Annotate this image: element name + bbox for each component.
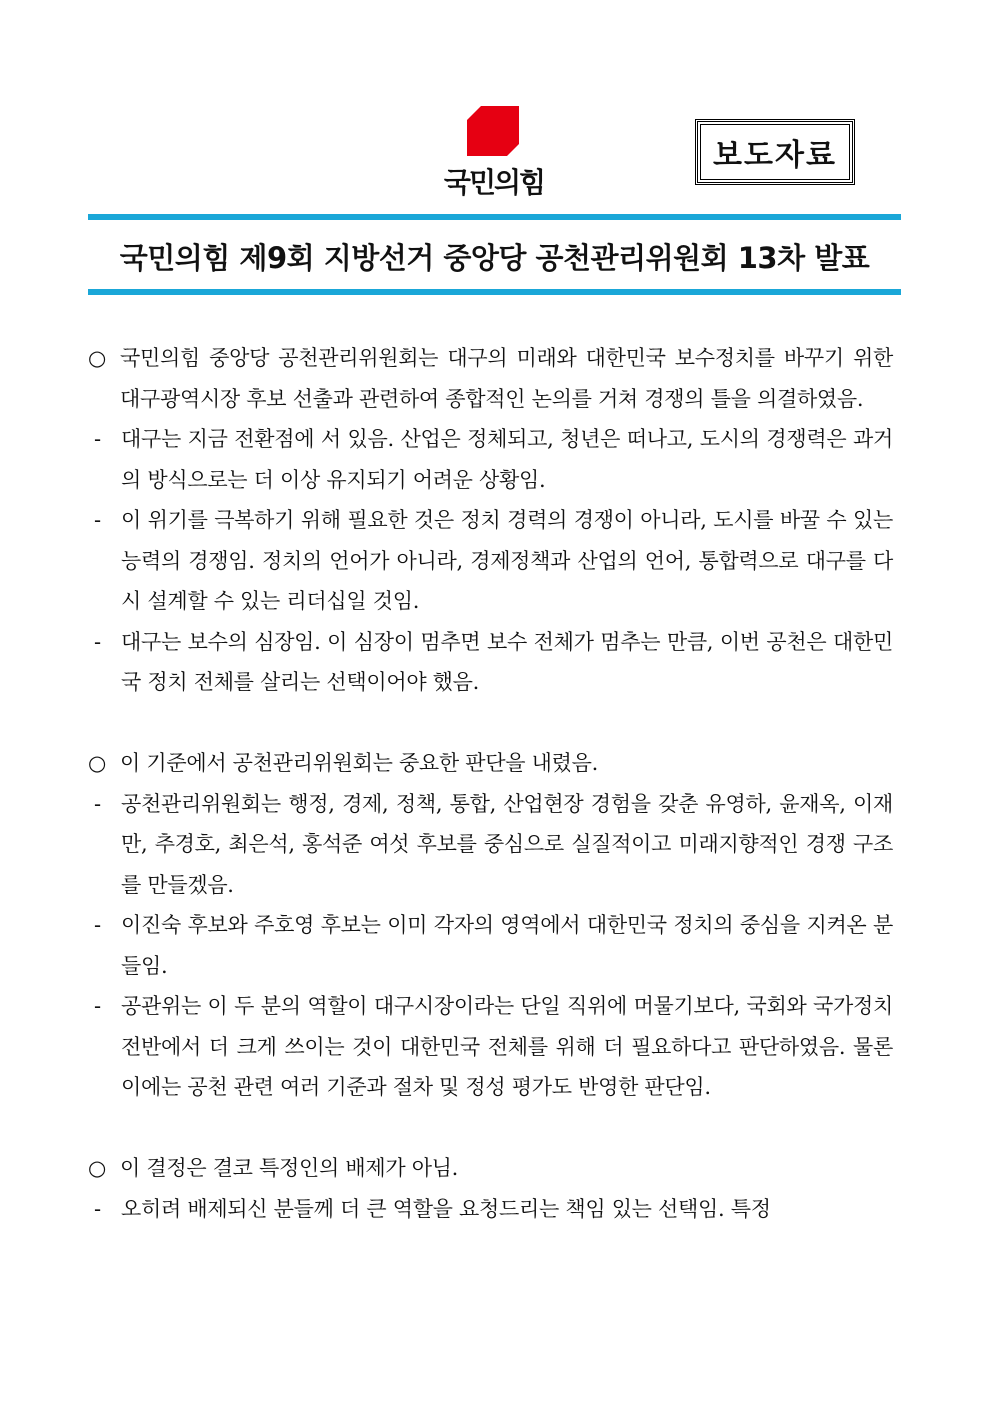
paragraph-gap [88, 703, 893, 744]
list-item [88, 986, 893, 1108]
section-lead [88, 1148, 893, 1189]
dash-bullet: - [94, 427, 101, 451]
section-lead [88, 338, 893, 419]
list-item [88, 500, 893, 622]
circle-bullet: ○ [88, 346, 107, 370]
party-logo-text: 국민의힘 [443, 166, 545, 199]
dash-bullet: - [94, 791, 101, 816]
logo-red-shape [467, 106, 519, 156]
dash-bullet: - [94, 994, 101, 1018]
document-title: 국민의힘 제9회 지방선거 중앙당 공천관리위원회 13차 발표 [119, 240, 870, 275]
dash-bullet: - [94, 508, 101, 532]
document-body [88, 338, 893, 1229]
list-item [88, 1189, 893, 1230]
list-item-text: 이 위기를 극복하기 위해 필요한 것은 정치 경력의 경쟁이 아니라, 도시를 바꿀 수 있는 능력의 경쟁임. 정치의 언어가 아니라, 경제정책과 산업의 언어, 통합력으로 대구를 다시 설계할 수 있는 리더십일 것임. [121, 508, 893, 613]
paragraph-gap [88, 1108, 893, 1149]
section-lead-text: 국민의힘 중앙당 공천관리위원회는 대구의 미래와 대한민국 보수정치를 바꾸기 위한 대구광역시장 후보 선출과 관련하여 종합적인 논의를 거쳐 경쟁의 틀을 의결하였음. [120, 346, 893, 411]
section-lead [88, 743, 893, 784]
circle-bullet: ○ [88, 1156, 107, 1180]
dash-bullet: - [94, 1196, 101, 1221]
press-release-badge: 보도자료 [695, 119, 855, 185]
dash-bullet: - [94, 629, 101, 654]
dash-bullet: - [94, 913, 101, 937]
list-item-text: 이진숙 후보와 주호영 후보는 이미 각자의 영역에서 대한민국 정치의 중심을 지켜온 분들임. [121, 913, 893, 978]
title-rule-bottom [88, 289, 901, 295]
party-logo-mark-icon [467, 106, 519, 156]
list-item [88, 905, 893, 986]
list-item-text: 공천관리위원회는 행정, 경제, 정책, 통합, 산업현장 경험을 갖춘 유영하, 윤재옥, 이재만, 추경호, 최은석, 홍석준 여섯 후보를 중심으로 실질적이고 미래지향적인 경쟁 구조를 만들겠음. [121, 791, 893, 897]
list-item [88, 784, 893, 906]
list-item-text: 대구는 지금 전환점에 서 있음. 산업은 정체되고, 청년은 떠나고, 도시의 경쟁력은 과거의 방식으로는 더 이상 유지되기 어려운 상황임. [121, 427, 893, 492]
section-lead-text: 이 기준에서 공천관리위원회는 중요한 판단을 내렸음. [120, 751, 598, 775]
list-item [88, 622, 893, 703]
circle-bullet: ○ [88, 751, 107, 775]
title-rule-top [88, 214, 901, 220]
list-item-text: 공관위는 이 두 분의 역할이 대구시장이라는 단일 직위에 머물기보다, 국회와 국가정치 전반에서 더 크게 쓰이는 것이 대한민국 전체를 위해 더 필요하다고 판단하였음. 물론 이에는 공천 관련 여러 기준과 절차 및 정성 평가도 반영한 판단임. [121, 994, 893, 1099]
list-item-text: 대구는 보수의 심장임. 이 심장이 멈추면 보수 전체가 멈추는 만큼, 이번 공천은 대한민국 정치 전체를 살리는 선택이어야 했음. [121, 629, 893, 694]
section-lead-text: 이 결정은 결코 특정인의 배제가 아님. [120, 1156, 459, 1180]
list-item [88, 419, 893, 500]
list-item-text: 오히려 배제되신 분들께 더 큰 역할을 요청드리는 책임 있는 선택임. 특정 [121, 1196, 771, 1221]
